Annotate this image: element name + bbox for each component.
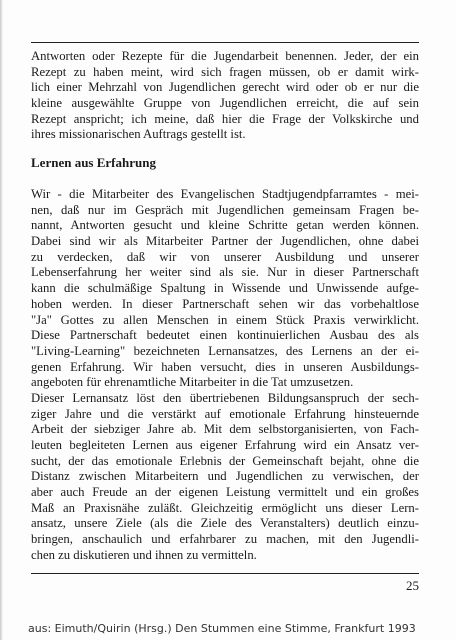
paragraph-intro [31, 49, 419, 143]
text-line: nannt, Antworten gesucht und kleine Schritte getan werden können. [31, 218, 419, 233]
text-line: "Living-Learning" bezeichneten Lernansatzes, des Lernens an der ei- [31, 343, 419, 358]
text-line: lich einer Mehrzahl von Jugendlichen gerecht wird oder ob er nur die [31, 80, 419, 95]
text-line: hoben werden. In dieser Partnerschaft sehen wir das vorbehaltlose [31, 296, 419, 311]
text-line: kleine ausgewählte Gruppe von Jugendlichen erreicht, die auf sein [31, 96, 419, 111]
text-line: bringen, anschaulich und erfahrbarer zu machen, mit den Jugendli- [31, 532, 419, 547]
top-rule [31, 42, 419, 43]
text-line: Distanz zwischen Mitarbeitern und Jugendlichen zu verwischen, der [31, 469, 419, 484]
text-line: angeboten für ehrenamtliche Mitarbeiter in die Tat umzusetzen. [31, 375, 354, 390]
text-line: kann die schulmäßige Spaltung in Wissende und Unwissende aufge- [31, 281, 419, 296]
text-line: Wir - die Mitarbeiter des Evangelischen Stadtjugendpfarramtes - mei- [31, 187, 419, 201]
text-line: leuten begleiteten Lernen aus eigener Erfahrung wird ein Ansatz ver- [31, 438, 419, 452]
text-line: Diese Partnerschaft bedeutet einen kontinuierlichen Ausbau des als [31, 328, 419, 343]
bottom-rule [31, 573, 419, 574]
text-line: Dabei sind wir als Mitarbeiter Partner der Jugendlichen, ohne dabei [31, 234, 419, 249]
text-line: sucht, der das emotionale Erlebnis der Gemeinschaft bejaht, ohne die [31, 453, 419, 468]
section-heading: Lernen aus Erfahrung [31, 155, 156, 170]
text-line: "Ja" Gottes zu allen Menschen in einem Stück Praxis verwirklicht. [31, 312, 419, 327]
text-line: Rezept anspricht; ich meine, daß hier die Frage der Volkskirche und [31, 111, 419, 126]
text-line: Arbeit der siebziger Jahre ab. Mit dem selbstorganisierten, von Fach- [31, 422, 419, 437]
text-line: Rezept zu haben meint, wird sich fragen müssen, ob er damit wirk- [31, 64, 419, 79]
text-line: genen Erfahrung. Wir haben versucht, dies in unseren Ausbildungs- [31, 359, 419, 374]
source-caption: aus: Eimuth/Quirin (Hrsg.) Den Stummen eine Stimme, Frankfurt 1993 [28, 622, 416, 635]
text-line: zu verdecken, daß wir von unserer Ausbildung und unserer [31, 249, 419, 264]
text-line: Antworten oder Rezepte für die Jugendarbeit benennen. Jeder, der ein [31, 49, 419, 63]
text-line: aber auch Freude an der eigenen Leistung vermittelt und ein großes [31, 485, 419, 500]
text-line: nen, daß nur im Gespräch mit Jugendlichen gemeinsam Fragen be- [31, 202, 419, 217]
paragraph-main [31, 187, 419, 564]
text-line: chen zu diskutieren und ihnen zu vermitteln. [31, 547, 257, 562]
page-edge-shadow [0, 0, 3, 640]
text-line: Maß an Praxisnähe zuläßt. Gleichzeitig ermöglicht uns dieser Lern- [31, 500, 419, 515]
page-number: 25 [406, 578, 419, 593]
text-line: ansatz, unsere Ziele (als die Ziele des Veranstalters) deutlich einzu- [31, 516, 419, 531]
text-line: Lebenserfahrung her weiter sind als sie. Nur in dieser Partnerschaft [31, 265, 419, 280]
text-line: Dieser Lernansatz löst den übertriebenen Bildungsanspruch der sech- [31, 390, 419, 405]
text-line: ihres missionarischen Auftrags gestellt ist. [31, 127, 246, 142]
text-line: ziger Jahre und die verstärkt auf emotionale Erfahrung hinsteuernde [31, 406, 419, 421]
